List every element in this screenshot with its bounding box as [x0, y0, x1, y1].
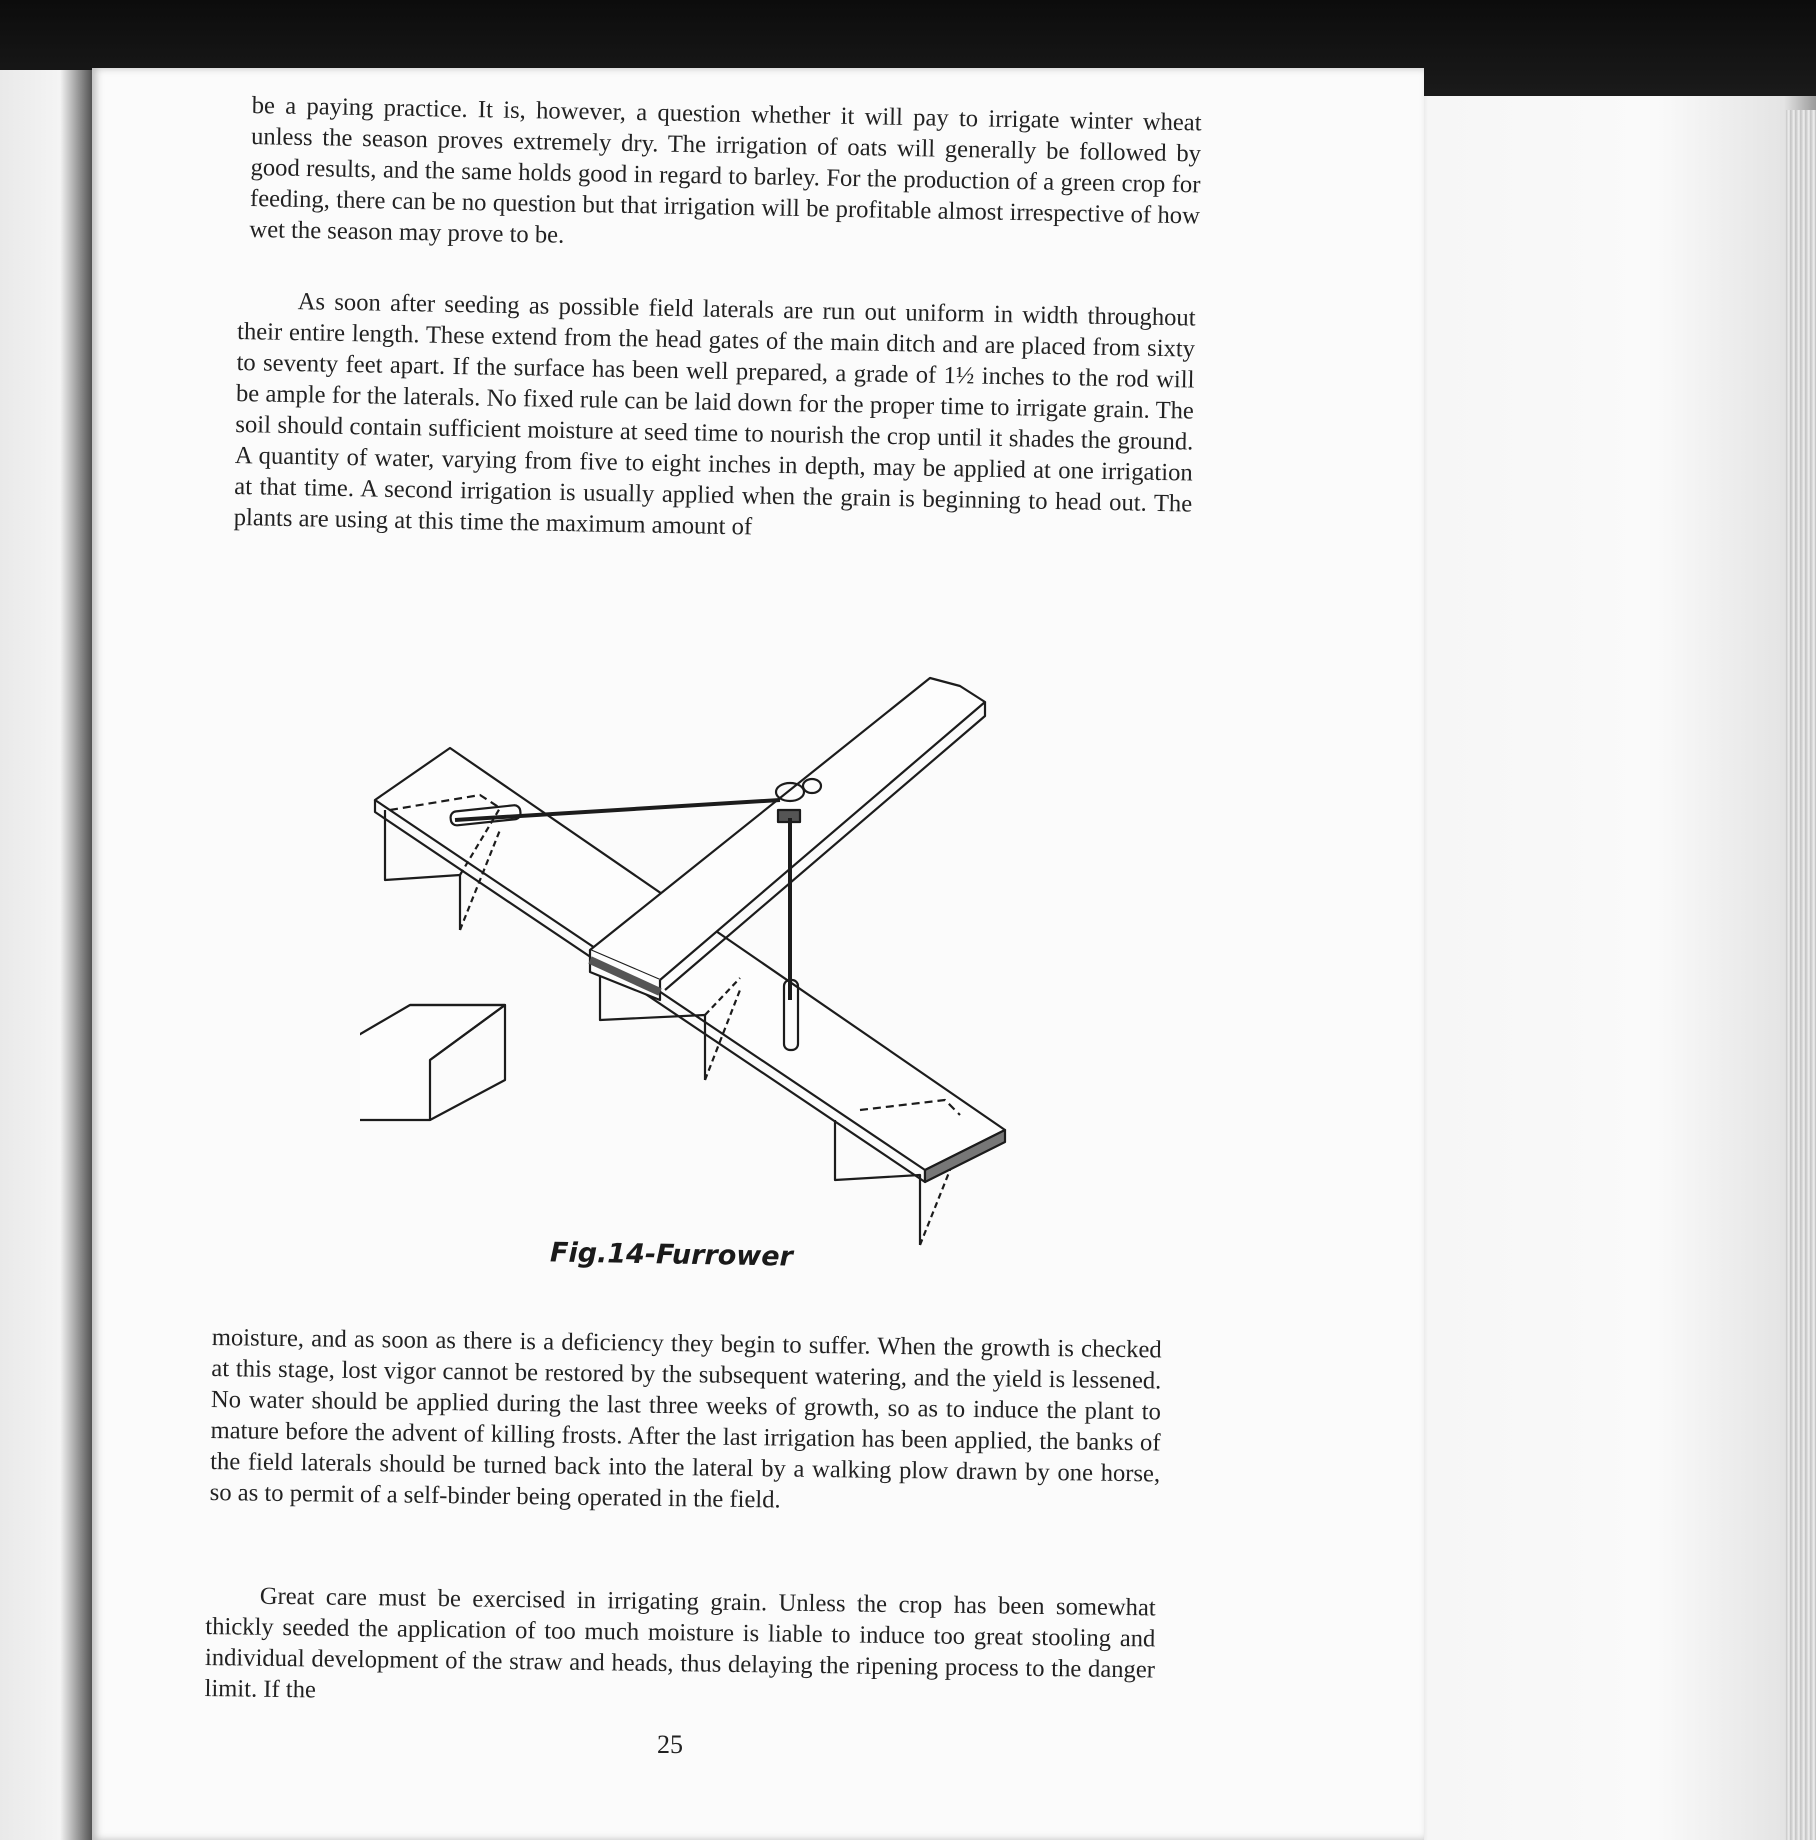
- page-number: 25: [657, 1730, 683, 1759]
- paragraph-1: be a paying practice. It is, however, a question whether it will pay to irrigate winter wheat unless the season proves extremely dry. The irrigation of oats will generally be followed by good results, and the same holds good in regard to barley. For the production of a green crop for feeding, there can be no question but that irrigation will be profitable almost irrespective of how wet the season may prove to be.: [249, 91, 1202, 249]
- figure-caption: Fig.14-Furrower: [549, 1237, 794, 1273]
- paragraph-3: moisture, and as soon as there is a deficiency they begin to suffer. When the growth is checked at this stage, lost vigor cannot be restored by the subsequent watering, and the yield is lessened. No water should be applied during the last three weeks of growth, so as to induce the plant to mature before the advent of killing frosts. After the last irrigation has been applied, the banks of the field laterals should be turned back into the lateral by a walking plow drawn by one horse, so as to permit of a self-binder being operated in the field.: [209, 1323, 1162, 1514]
- furrower-illustration: [360, 660, 1020, 1250]
- paragraph-4: Great care must be exercised in irrigating grain. Unless the crop has been somewhat thickly seeded the application of too much moisture is liable to induce too great stooling and individual development of the straw and heads, thus delaying the ripening process to the danger limit. If the: [204, 1582, 1156, 1704]
- paragraph-2: As soon after seeding as possible field laterals are run out uniform in width throughout their entire length. These extend from the head gates of the main ditch and are placed from sixty to seventy feet apart. If the surface has been well prepared, a grade of 1½ inches to the rod will be ample for the laterals. No fixed rule can be laid down for the proper time to irrigate grain. The soil should contain sufficient moisture at seed time to nourish the crop until it shades the ground. A quantity of water, varying from five to eight inches in depth, may be applied at one irrigation at that time. A second irrigation is usually applied when the grain is beginning to head out. The plants are using at this time the maximum amount of: [233, 288, 1196, 541]
- left-page-edge: [0, 70, 100, 1840]
- right-page-edges: [1786, 110, 1816, 1840]
- right-page-stack: [1416, 96, 1816, 1840]
